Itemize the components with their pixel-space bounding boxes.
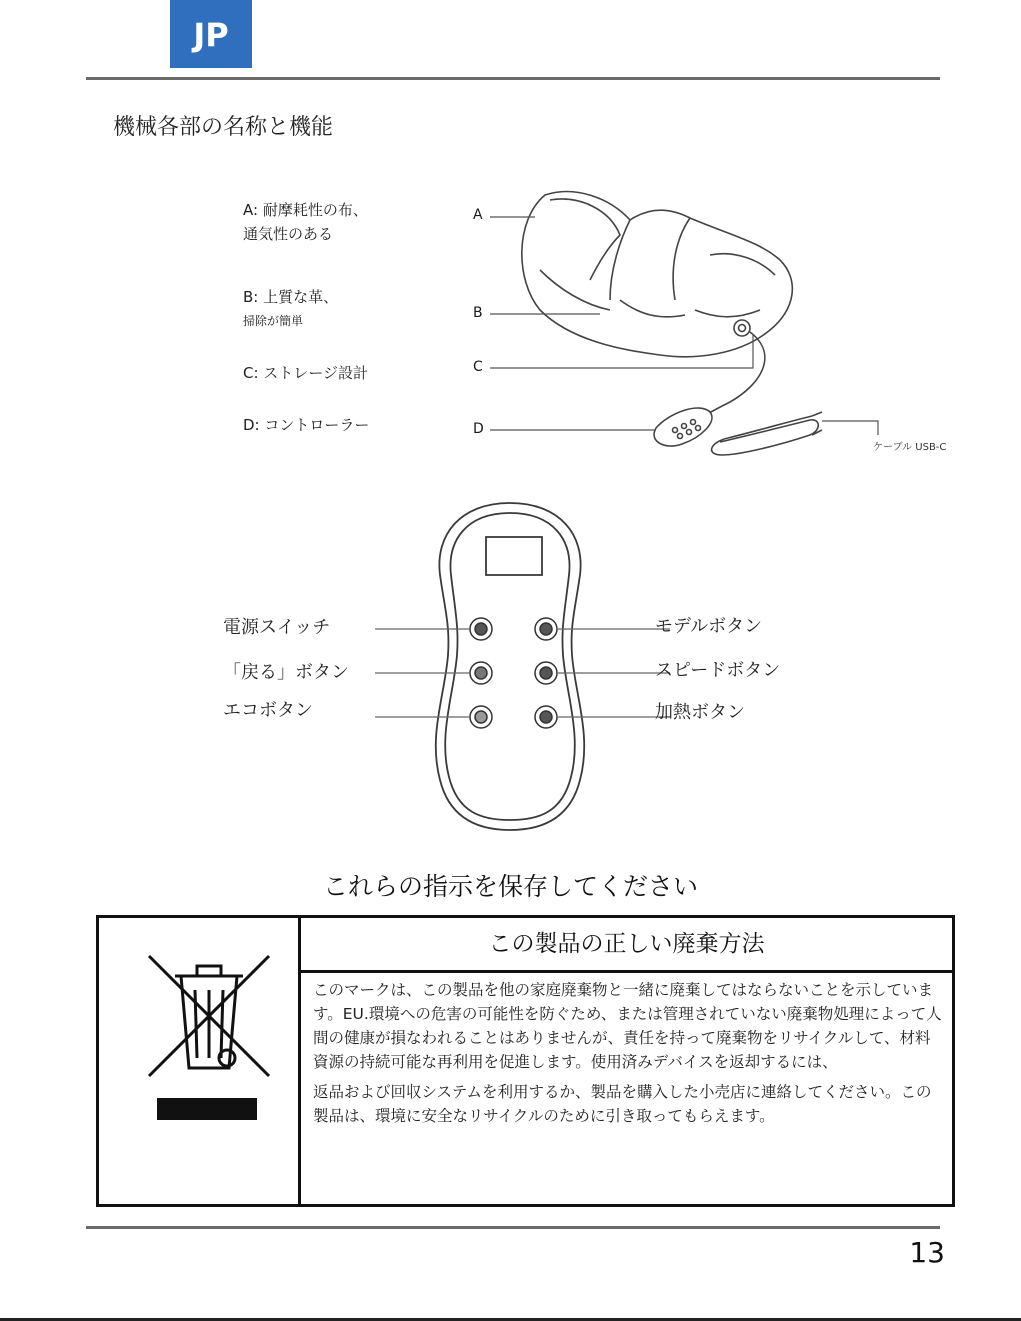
part-c-line1: C: ストレージ設計 — [243, 364, 368, 382]
part-d-label — [243, 413, 369, 437]
page-number: 13 — [909, 1236, 945, 1269]
disposal-paragraph-1: このマークは、この製品を他の家庭廃棄物と一緒に廃棄してはならないことを示しています。EU.環境への危害の可能性を防ぐため、または管理されていない廃棄物処理によって人間の健康が損なわれることはありませんが、責任を持って廃棄物をリサイクルして、材料資源の持続可能な再利用を促進します。使用済みデバイスを返却するには、 — [313, 981, 942, 1071]
mode-button-label: モデルボタン — [655, 616, 763, 637]
top-divider — [86, 77, 940, 80]
crossed-out-bin-icon — [99, 918, 298, 1204]
part-a-line2: 通気性のある — [243, 225, 334, 243]
save-instructions-note: これらの指示を保存してください — [322, 872, 698, 901]
part-b-line2: 掃除が簡単 — [243, 314, 304, 328]
pointer-letter-c: C — [473, 359, 483, 375]
controller-leader-lines — [370, 620, 680, 730]
cable-label: ケーブル USB-C — [873, 442, 947, 453]
disposal-title: この製品の正しい廃棄方法 — [301, 918, 952, 973]
part-c-label — [243, 361, 368, 385]
eco-button-label: エコボタン — [223, 700, 313, 721]
speed-button-label: スピードボタン — [655, 660, 781, 681]
disposal-box — [96, 915, 955, 1207]
pointer-letter-d: D — [473, 421, 484, 437]
bottom-divider — [86, 1226, 940, 1229]
part-a-label — [243, 198, 368, 246]
weee-symbol-cell — [99, 918, 301, 1204]
part-a-line1: A: 耐摩耗性の布、 — [243, 201, 368, 219]
pointer-letter-a: A — [473, 207, 483, 223]
part-b-line1: B: 上質な革、 — [243, 288, 339, 306]
power-switch-label: 電源スイッチ — [223, 617, 331, 638]
pointer-letter-b: B — [473, 305, 483, 321]
section-title: 機械各部の名称と機能 — [113, 115, 334, 140]
language-badge: JP — [170, 0, 252, 68]
heat-button-label: 加熱ボタン — [655, 702, 745, 723]
part-b-label — [243, 285, 338, 333]
foot-massager-illustration — [460, 180, 880, 480]
part-d-line1: D: コントローラー — [243, 416, 370, 434]
disposal-paragraph-2: 返品および回収システムを利用するか、製品を購入した小売店に連絡してください。この製品は、環境に安全なリサイクルのために引き取ってもらえます。 — [313, 1083, 932, 1125]
disposal-body — [313, 978, 943, 1134]
back-button-label: 「戻る」ボタン — [223, 662, 349, 683]
